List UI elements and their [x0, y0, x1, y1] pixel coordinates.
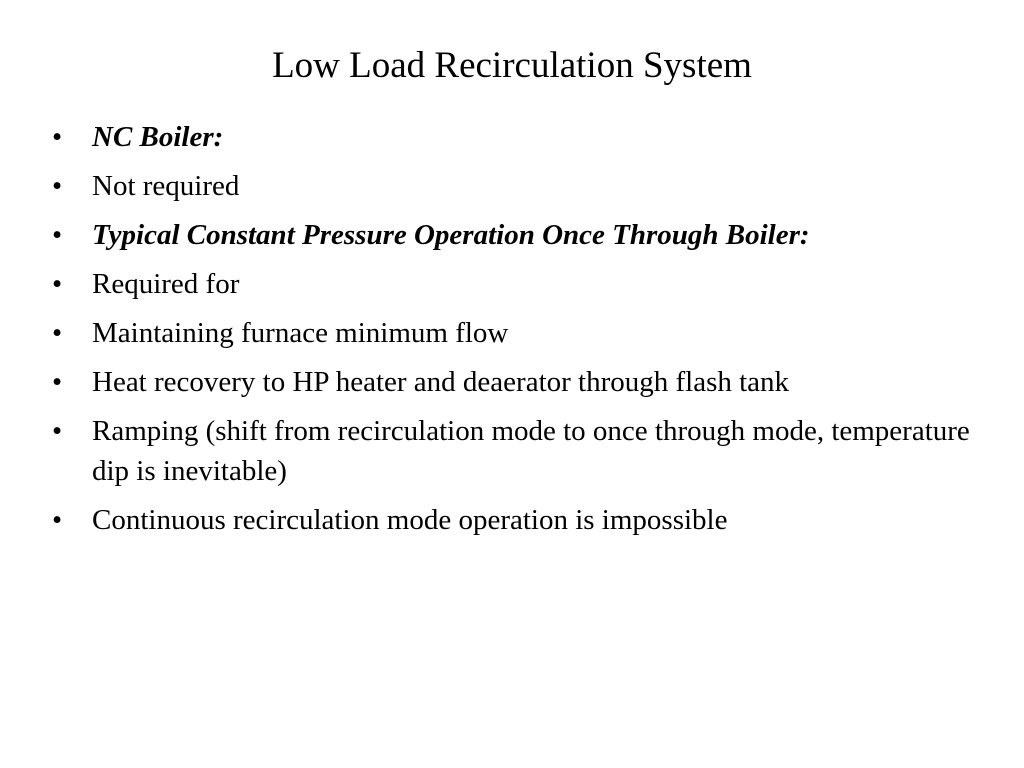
bullet-marker: • [52, 268, 63, 300]
bullet-marker: • [52, 504, 63, 536]
bullet-marker: • [52, 219, 63, 251]
bullet-list [52, 117, 982, 549]
bullet-marker: • [52, 170, 63, 202]
bullet-marker: • [52, 366, 63, 398]
bullet-item-once-through-boiler [52, 215, 982, 255]
bullet-text: Continuous recirculation mode operation is impossible [92, 504, 728, 536]
bullet-item-not-required [52, 166, 982, 206]
bullet-marker: • [52, 415, 63, 447]
bullet-item-continuous-mode [52, 500, 982, 540]
slide-title: Low Load Recirculation System [272, 45, 752, 86]
bullet-item-furnace-flow [52, 313, 982, 353]
bullet-text: Not required [92, 170, 240, 202]
bullet-text: Typical Constant Pressure Operation Once Through Boiler: [92, 219, 810, 251]
bullet-text: Maintaining furnace minimum flow [92, 317, 509, 349]
bullet-text: Required for [92, 268, 240, 300]
bullet-item-required-for [52, 264, 982, 304]
bullet-marker: • [52, 121, 63, 153]
bullet-item-heat-recovery [52, 362, 982, 402]
bullet-item-nc-boiler [52, 117, 982, 157]
bullet-text: Heat recovery to HP heater and deaerator through flash tank [92, 366, 790, 398]
bullet-text: Ramping (shift from recirculation mode to once through mode, temperature dip is inevitable) [92, 415, 970, 487]
bullet-item-ramping [52, 411, 982, 491]
bullet-text: NC Boiler: [92, 121, 224, 153]
bullet-marker: • [52, 317, 63, 349]
